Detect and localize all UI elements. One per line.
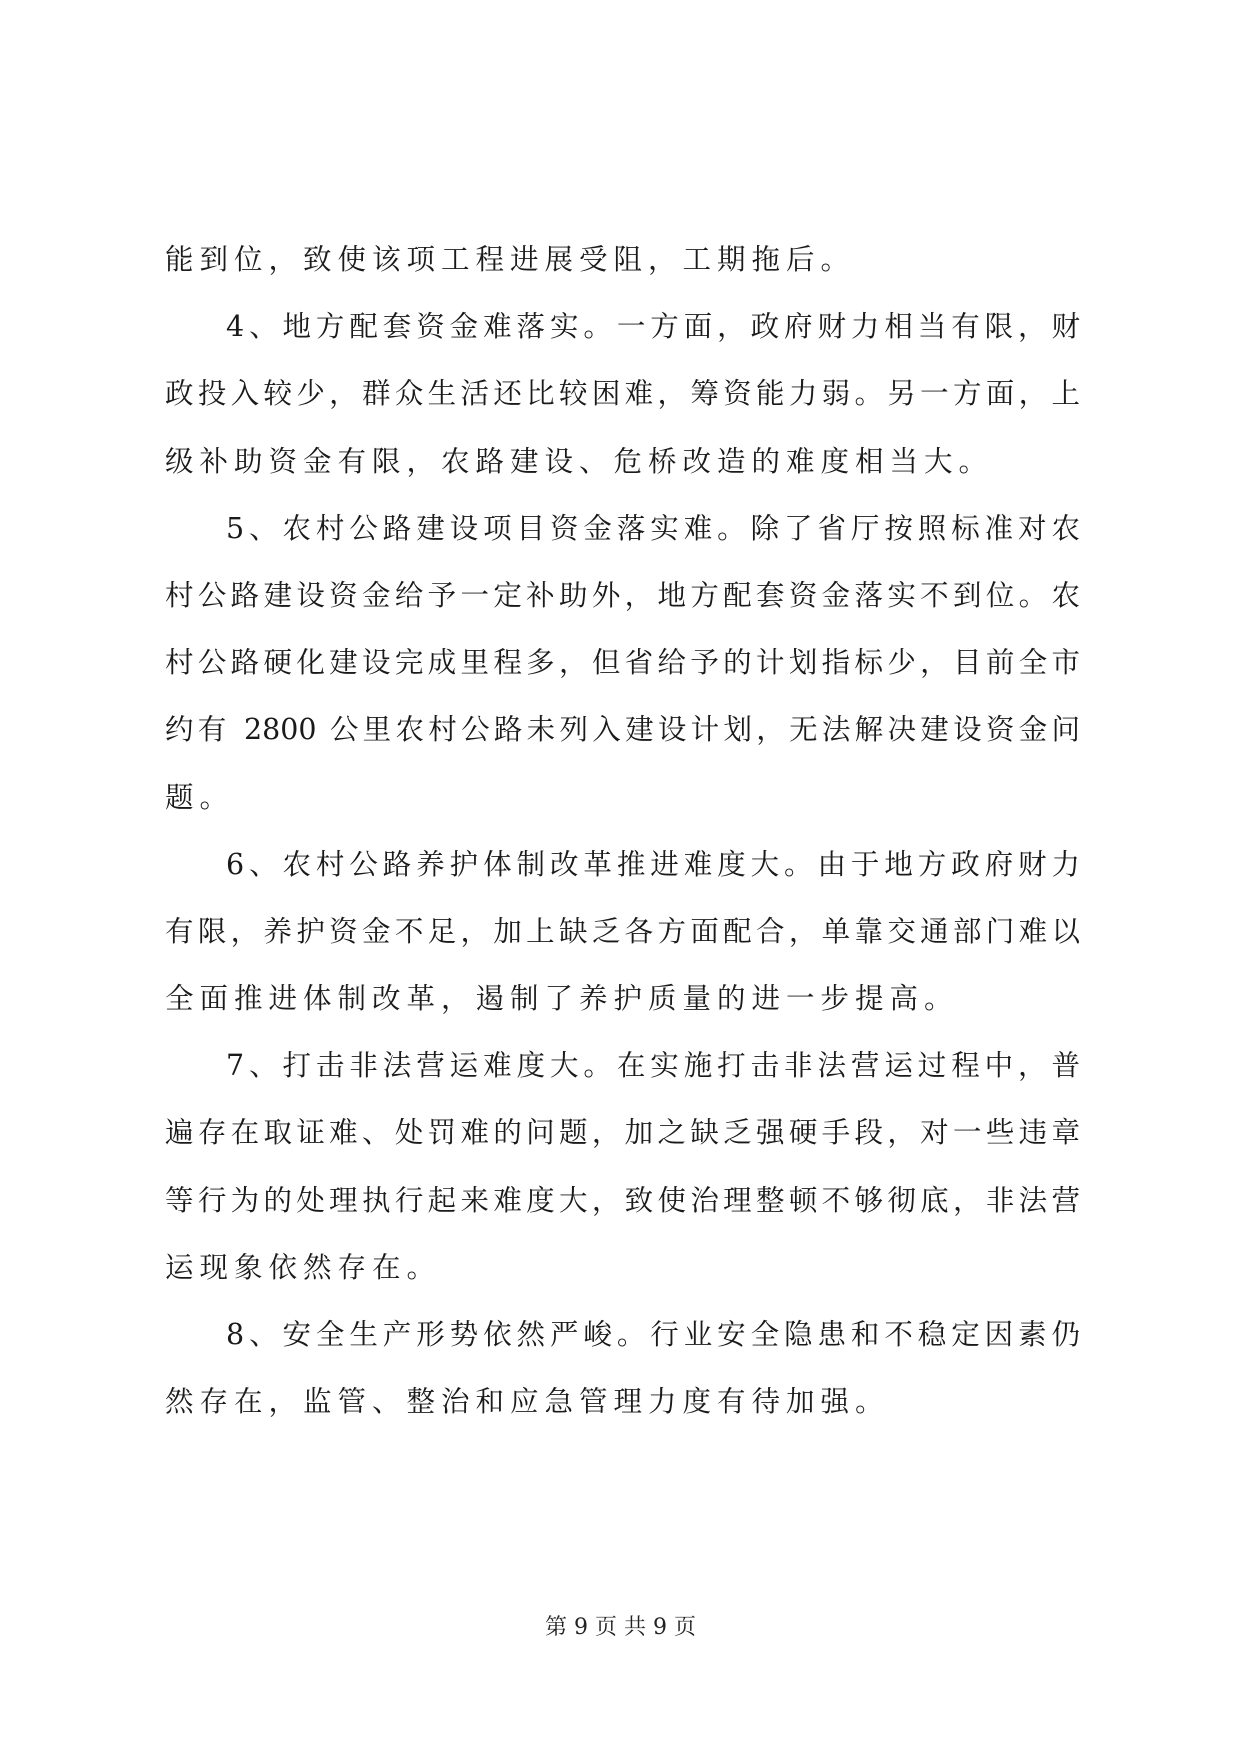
text-line: 全面推进体制改革，遏制了养护质量的进一步提高。: [165, 982, 959, 1016]
page-number-footer: 第 9 页 共 9 页: [545, 1615, 696, 1640]
paragraph-item-5: [165, 495, 1080, 831]
text-line: 5、农村公路建设项目资金落实难。除了省厅按照标准对农: [226, 511, 1080, 545]
text-line: 约有 2800 公里农村公路未列入建设计划，无法解决建设资金问: [165, 713, 1080, 747]
text-line: 等行为的处理执行起来难度大，致使治理整顿不够彻底，非法营: [165, 1183, 1080, 1217]
text-line: 能到位，致使该项工程进展受阻，工期拖后。: [165, 243, 856, 276]
text-line: 遍存在取证难、处罚难的问题，加之缺乏强硬手段，对一些违章: [165, 1116, 1080, 1150]
text-line: 村公路建设资金给予一定补助外，地方配套资金落实不到位。农: [165, 578, 1080, 612]
text-line: 级补助资金有限，农路建设、危桥改造的难度相当大。: [165, 444, 994, 478]
text-line: 有限，养护资金不足，加上缺乏各方面配合，单靠交通部门难以: [165, 914, 1080, 948]
text-line: 然存在，监管、整治和应急管理力度有待加强。: [165, 1385, 890, 1419]
paragraph-item-7: [165, 1032, 1080, 1301]
text-line: 政投入较少，群众生活还比较困难，筹资能力弱。另一方面，上: [165, 377, 1080, 411]
paragraph-item-6: [165, 831, 1080, 1033]
text-line: 7、打击非法营运难度大。在实施打击非法营运过程中，普: [226, 1049, 1080, 1083]
text-line: 4、地方配套资金难落实。一方面，政府财力相当有限，财: [226, 310, 1080, 344]
paragraph-item-4: [165, 293, 1080, 495]
text-line: 题。: [165, 780, 235, 814]
document-body: [165, 226, 1080, 1435]
paragraph-continued: [165, 226, 1080, 293]
text-line: 8、安全生产形势依然严峻。行业安全隐患和不稳定因素仍: [226, 1318, 1080, 1351]
text-line: 运现象依然存在。: [165, 1250, 442, 1284]
text-line: 村公路硬化建设完成里程多，但省给予的计划指标少，目前全市: [165, 646, 1080, 680]
text-line: 6、农村公路养护体制改革推进难度大。由于地方政府财力: [226, 847, 1080, 881]
paragraph-item-8: [165, 1301, 1080, 1435]
